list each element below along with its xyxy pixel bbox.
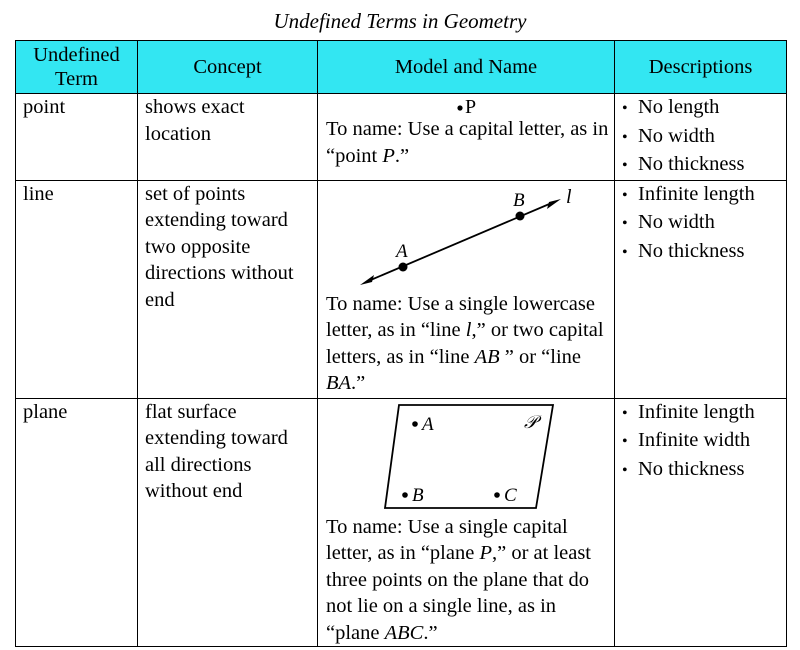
line-segment (366, 202, 554, 282)
description-item: • No thickness (622, 238, 781, 267)
model-cell (318, 94, 615, 181)
plane-point-c-label: C (504, 484, 517, 506)
description-item: • Infinite length (622, 181, 781, 210)
column-header-term: Undefined Term (16, 41, 138, 94)
point-a-dot (399, 262, 408, 271)
concept-cell: flat surface extending toward all directions without end (138, 398, 318, 647)
column-header-concept: Concept (138, 41, 318, 94)
point-dot (457, 105, 462, 110)
plane-point-a-dot (412, 421, 418, 427)
table-row-line (16, 180, 787, 398)
descriptions-cell (615, 180, 787, 398)
table-title: Undefined Terms in Geometry (273, 9, 527, 33)
descriptions-cell (615, 94, 787, 181)
description-item: • Infinite length (622, 399, 781, 428)
descriptions-list (622, 94, 781, 180)
plane-diagram (326, 399, 610, 514)
term-cell: point (16, 94, 138, 181)
naming-text: To name: Use a single lowercase letter, as in “line l,” or two capital letters, as in “line AB ” or “line BA.” (326, 292, 604, 394)
descriptions-list (622, 399, 781, 485)
description-item: • No width (622, 123, 781, 152)
concept-cell: set of points extending toward two opposite directions without end (138, 180, 318, 398)
plane-point-b-dot (402, 492, 408, 498)
descriptions-cell (615, 398, 787, 647)
point-a-label: A (396, 240, 408, 262)
descriptions-list (622, 181, 781, 267)
arrowhead-right-icon (547, 199, 561, 209)
point-b-dot (516, 211, 525, 220)
point-label-p: P (465, 96, 477, 116)
column-header-model: Model and Name (318, 41, 615, 94)
plane-point-b-label: B (412, 484, 424, 506)
point-diagram (326, 94, 610, 116)
undefined-terms-table (15, 40, 787, 647)
header-row (16, 41, 787, 94)
plane-point-c-dot (494, 492, 500, 498)
table-row-point (16, 94, 787, 181)
line-l-label: l (566, 185, 572, 208)
description-item: • No thickness (622, 456, 781, 485)
concept-cell: shows exact location (138, 94, 318, 181)
plane-point-a-label: A (422, 413, 434, 435)
point-b-label: B (513, 189, 525, 211)
table-row-plane (16, 398, 787, 647)
term-cell: line (16, 180, 138, 398)
description-item: • No width (622, 209, 781, 238)
naming-text: To name: Use a single capital letter, as in “plane P,” or at least three points on the plane that do not lie on a single line, as in “plane ABC.” (326, 515, 592, 644)
model-cell (318, 398, 615, 647)
term-cell: plane (16, 398, 138, 647)
line-diagram (326, 181, 610, 291)
column-header-descriptions: Descriptions (615, 41, 787, 94)
naming-text: To name: Use a capital letter, as in “point P.” (326, 118, 609, 167)
arrowhead-left-icon (360, 275, 374, 285)
description-item: • No thickness (622, 151, 781, 180)
model-cell (318, 180, 615, 398)
description-item: • No length (622, 94, 781, 123)
description-item: • Infinite width (622, 427, 781, 456)
plane-p-label: 𝒫 (524, 411, 537, 433)
